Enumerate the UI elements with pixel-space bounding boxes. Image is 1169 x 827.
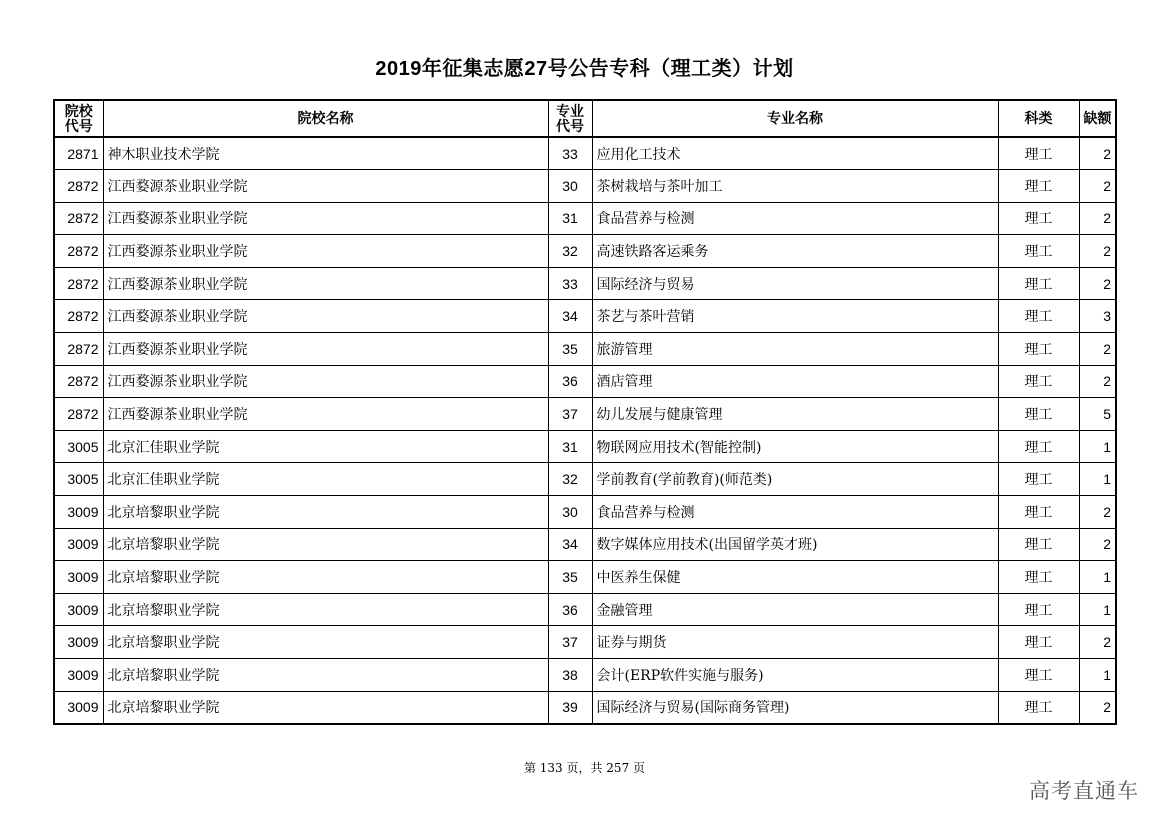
table-row <box>54 170 1116 203</box>
cell-major-name: 酒店管理 <box>592 365 998 398</box>
cell-category: 理工 <box>998 528 1079 561</box>
cell-school-code: 2871 <box>54 137 103 170</box>
cell-major-name: 物联网应用技术(智能控制) <box>592 430 998 463</box>
table-row <box>54 561 1116 594</box>
cell-school-name: 江西婺源茶业职业学院 <box>103 170 548 203</box>
table-row <box>54 137 1116 170</box>
cell-school-code: 3009 <box>54 496 103 529</box>
header-major-name: 专业名称 <box>592 100 998 137</box>
cell-school-code: 3009 <box>54 528 103 561</box>
cell-category: 理工 <box>998 561 1079 594</box>
table-body <box>54 137 1116 724</box>
cell-school-name: 神木职业技术学院 <box>103 137 548 170</box>
cell-major-name: 茶艺与茶叶营销 <box>592 300 998 333</box>
cell-category: 理工 <box>998 626 1079 659</box>
cell-category: 理工 <box>998 170 1079 203</box>
cell-category: 理工 <box>998 333 1079 366</box>
page-footer: 第 133 页，共 257 页 <box>523 761 646 775</box>
cell-school-code: 2872 <box>54 267 103 300</box>
table-row <box>54 267 1116 300</box>
cell-school-code: 2872 <box>54 365 103 398</box>
cell-category: 理工 <box>998 300 1079 333</box>
table-row <box>54 300 1116 333</box>
header-quota: 缺额 <box>1079 100 1116 137</box>
cell-major-code: 35 <box>548 561 592 594</box>
cell-quota: 1 <box>1079 593 1116 626</box>
cell-major-code: 30 <box>548 496 592 529</box>
cell-school-name: 北京汇佳职业学院 <box>103 463 548 496</box>
cell-quota: 1 <box>1079 561 1116 594</box>
header-major-code-text: 专业 代号 <box>556 102 584 134</box>
cell-major-name: 高速铁路客运乘务 <box>592 235 998 268</box>
cell-category: 理工 <box>998 365 1079 398</box>
cell-quota: 2 <box>1079 202 1116 235</box>
cell-major-code: 33 <box>548 137 592 170</box>
cell-category: 理工 <box>998 593 1079 626</box>
cell-quota: 5 <box>1079 398 1116 431</box>
cell-major-code: 37 <box>548 398 592 431</box>
header-category: 科类 <box>998 100 1079 137</box>
table-row <box>54 496 1116 529</box>
cell-major-name: 学前教育(学前教育)(师范类) <box>592 463 998 496</box>
cell-school-code: 2872 <box>54 170 103 203</box>
table-row <box>54 235 1116 268</box>
cell-major-code: 36 <box>548 593 592 626</box>
plan-table <box>53 99 1117 725</box>
cell-school-code: 3009 <box>54 626 103 659</box>
header-major-code <box>548 100 592 137</box>
cell-category: 理工 <box>998 235 1079 268</box>
cell-school-name: 北京培黎职业学院 <box>103 593 548 626</box>
cell-category: 理工 <box>998 398 1079 431</box>
cell-quota: 2 <box>1079 691 1116 724</box>
cell-major-code: 36 <box>548 365 592 398</box>
header-school-code-text: 院校 代号 <box>64 102 93 134</box>
cell-school-name: 北京培黎职业学院 <box>103 659 548 692</box>
cell-major-name: 应用化工技术 <box>592 137 998 170</box>
cell-major-name: 金融管理 <box>592 593 998 626</box>
cell-major-name: 数字媒体应用技术(出国留学英才班) <box>592 528 998 561</box>
cell-quota: 2 <box>1079 235 1116 268</box>
cell-school-name: 江西婺源茶业职业学院 <box>103 202 548 235</box>
cell-quota: 2 <box>1079 170 1116 203</box>
table-row <box>54 333 1116 366</box>
cell-major-code: 34 <box>548 528 592 561</box>
table-row <box>54 691 1116 724</box>
cell-major-name: 会计(ERP软件实施与服务) <box>592 659 998 692</box>
cell-school-code: 2872 <box>54 398 103 431</box>
cell-school-name: 北京培黎职业学院 <box>103 561 548 594</box>
cell-major-code: 31 <box>548 202 592 235</box>
cell-school-name: 江西婺源茶业职业学院 <box>103 398 548 431</box>
cell-school-code: 3005 <box>54 463 103 496</box>
cell-school-name: 江西婺源茶业职业学院 <box>103 333 548 366</box>
cell-major-name: 旅游管理 <box>592 333 998 366</box>
cell-quota: 2 <box>1079 137 1116 170</box>
cell-quota: 2 <box>1079 333 1116 366</box>
cell-major-name: 国际经济与贸易(国际商务管理) <box>592 691 998 724</box>
cell-school-name: 北京汇佳职业学院 <box>103 430 548 463</box>
cell-school-code: 2872 <box>54 235 103 268</box>
cell-quota: 2 <box>1079 528 1116 561</box>
table-row <box>54 202 1116 235</box>
table-row <box>54 365 1116 398</box>
cell-school-name: 北京培黎职业学院 <box>103 691 548 724</box>
cell-quota: 1 <box>1079 430 1116 463</box>
cell-school-code: 3009 <box>54 691 103 724</box>
cell-school-code: 3005 <box>54 430 103 463</box>
table-row <box>54 659 1116 692</box>
cell-major-name: 证券与期货 <box>592 626 998 659</box>
cell-major-code: 39 <box>548 691 592 724</box>
table-row <box>54 593 1116 626</box>
cell-major-code: 32 <box>548 235 592 268</box>
cell-major-code: 32 <box>548 463 592 496</box>
cell-category: 理工 <box>998 430 1079 463</box>
cell-major-name: 食品营养与检测 <box>592 496 998 529</box>
cell-quota: 2 <box>1079 267 1116 300</box>
cell-major-code: 31 <box>548 430 592 463</box>
header-school-code <box>54 100 103 137</box>
cell-category: 理工 <box>998 496 1079 529</box>
cell-major-name: 中医养生保健 <box>592 561 998 594</box>
cell-category: 理工 <box>998 137 1079 170</box>
cell-school-name: 江西婺源茶业职业学院 <box>103 300 548 333</box>
cell-quota: 1 <box>1079 659 1116 692</box>
cell-category: 理工 <box>998 659 1079 692</box>
cell-category: 理工 <box>998 202 1079 235</box>
cell-major-name: 食品营养与检测 <box>592 202 998 235</box>
cell-school-code: 3009 <box>54 593 103 626</box>
page-title: 2019年征集志愿27号公告专科（理工类）计划 <box>375 58 794 80</box>
cell-school-code: 2872 <box>54 300 103 333</box>
cell-major-code: 34 <box>548 300 592 333</box>
table-row <box>54 528 1116 561</box>
cell-quota: 3 <box>1079 300 1116 333</box>
cell-school-code: 3009 <box>54 561 103 594</box>
cell-school-name: 江西婺源茶业职业学院 <box>103 235 548 268</box>
table-header-row <box>54 100 1116 137</box>
table-row <box>54 626 1116 659</box>
table-row <box>54 398 1116 431</box>
cell-major-code: 33 <box>548 267 592 300</box>
watermark: 高考直通车 <box>1029 780 1139 803</box>
cell-major-code: 37 <box>548 626 592 659</box>
cell-school-name: 江西婺源茶业职业学院 <box>103 267 548 300</box>
cell-major-name: 幼儿发展与健康管理 <box>592 398 998 431</box>
cell-major-code: 35 <box>548 333 592 366</box>
cell-quota: 2 <box>1079 365 1116 398</box>
cell-school-name: 江西婺源茶业职业学院 <box>103 365 548 398</box>
cell-school-code: 2872 <box>54 202 103 235</box>
cell-major-name: 茶树栽培与茶叶加工 <box>592 170 998 203</box>
cell-major-code: 30 <box>548 170 592 203</box>
table-row <box>54 430 1116 463</box>
cell-category: 理工 <box>998 691 1079 724</box>
cell-school-name: 北京培黎职业学院 <box>103 496 548 529</box>
table-row <box>54 463 1116 496</box>
cell-quota: 1 <box>1079 463 1116 496</box>
cell-quota: 2 <box>1079 626 1116 659</box>
cell-school-name: 北京培黎职业学院 <box>103 626 548 659</box>
cell-school-code: 2872 <box>54 333 103 366</box>
cell-school-name: 北京培黎职业学院 <box>103 528 548 561</box>
cell-school-code: 3009 <box>54 659 103 692</box>
cell-quota: 2 <box>1079 496 1116 529</box>
cell-category: 理工 <box>998 463 1079 496</box>
cell-major-code: 38 <box>548 659 592 692</box>
header-school-name: 院校名称 <box>103 100 548 137</box>
cell-major-name: 国际经济与贸易 <box>592 267 998 300</box>
cell-category: 理工 <box>998 267 1079 300</box>
